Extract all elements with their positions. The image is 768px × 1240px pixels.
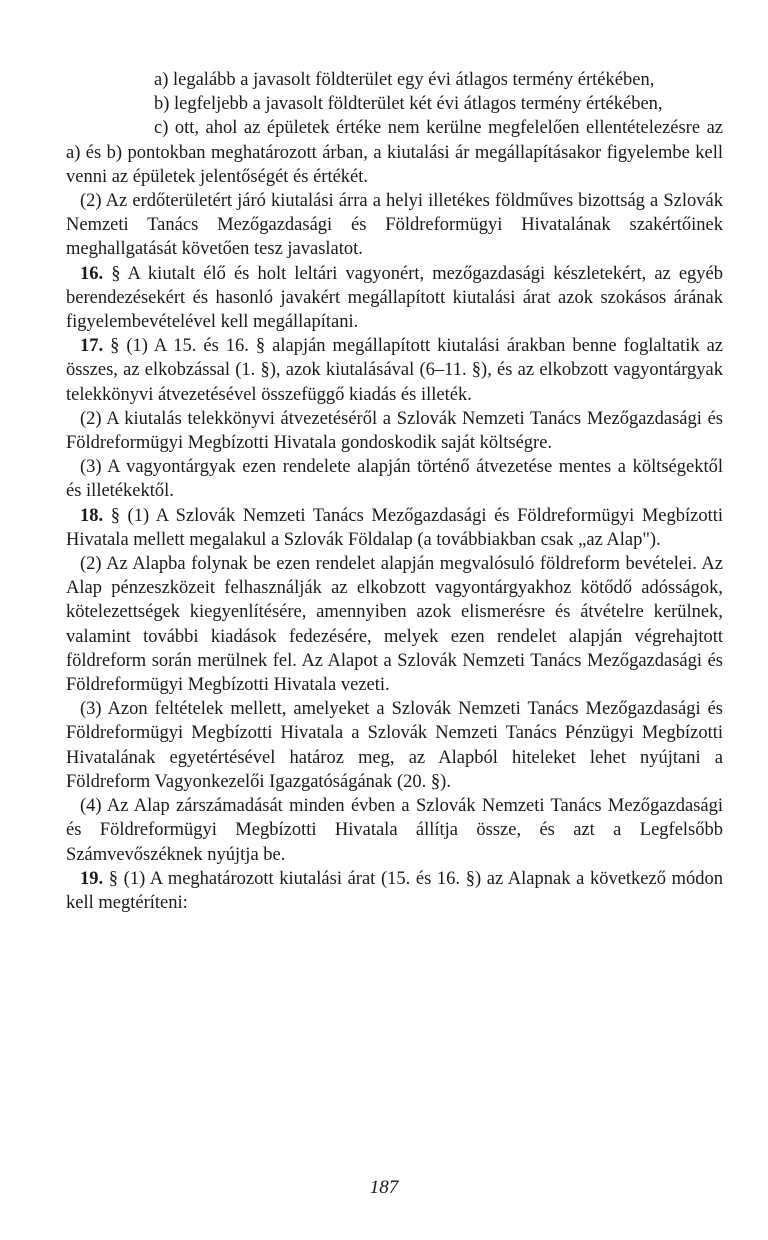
section-17-text: § (1) A 15. és 16. § alapján megállapított kiutalási árakban benne foglaltatik az összes, az elkobzással (1. §), azok kiutalásával (6–11. §), és az elkobzott vagyontárgyak telekkönyvi átvezetésével összefüggő kiadás és illeték.: [66, 336, 723, 405]
item-a: a) legalább a javasolt földterület egy évi átlagos termény értékében,: [154, 70, 655, 90]
section-18-paragraph-4: (4) Az Alap zárszámadását minden évben a Szlovák Nemzeti Tanács Mezőgazdasági és Földreformügyi Megbízotti Hivatala állítja össze, és azt a Legfelsőbb Számvevőszéknek nyújtja be.: [66, 796, 723, 865]
section-18-paragraph-1: [66, 504, 723, 552]
section-17-paragraph-3: (3) A vagyontárgyak ezen rendelete alapján történő átvezetése mentes a költségektől és illetékektől.: [66, 457, 723, 502]
section-19-text: § (1) A meghatározott kiutalási árat (15. és 16. §) az Alapnak a következő módon kell megtéríteni:: [66, 868, 723, 913]
section-16-number: 16.: [80, 263, 104, 284]
section-17-number: 17.: [80, 336, 104, 357]
section-19-number: 19.: [80, 868, 104, 889]
section-15-paragraph-2: (2) Az erdőterületért járó kiutalási árra a helyi illetékes földműves bizottság a Szlovák Nemzeti Tanács Mezőgazdasági és Földreformügyi Hivatalának szakértőinek meghallgatását követően tesz javaslatot.: [66, 191, 723, 260]
section-18-number: 18.: [80, 505, 104, 526]
section-18-paragraph-2: (2) Az Alapba folynak be ezen rendelet alapján megvalósuló földreform bevételei. Az Alap pénzeszközeit felhasználják az elkobzott vagyontárgyakhoz kötődő adósságok, kötelezettségek kiegyenlítésére, amennyiben azok elismerésre és átvételre kerülnek, valamint további kiadások fedezésére, melyek ezen rendelet alapján végrehajtott földreform során merülnek fel. Az Alapot a Szlovák Nemzeti Tanács Mezőgazdasági és Földreformügyi Megbízotti Hivatala vezeti.: [66, 554, 723, 696]
section-16-text: § A kiutalt élő és holt leltári vagyonért, mezőgazdasági készletekért, az egyéb berendezésekért és hasonló javakért megállapított kiutalási árat azok szokásos árának figyelembevételével kell megállapítani.: [66, 263, 723, 333]
section-18-paragraph-3: (3) Azon feltételek mellett, amelyeket a Szlovák Nemzeti Tanács Mezőgazdasági és Földreformügyi Megbízotti Hivatala a Szlovák Nemzeti Tanács Pénzügyi Megbízotti Hivatalának egyetértésével határoz meg, az Alapból hiteleket lehet nyújtani a Földreform Vagyonkezelői Igazgatóságának (20. §).: [66, 699, 723, 792]
item-b: b) legfeljebb a javasolt földterület két évi átlagos termény értékében,: [154, 94, 663, 115]
section-18-text: § (1) A Szlovák Nemzeti Tanács Mezőgazdasági és Földreformügyi Megbízotti Hivatala mellett megalakul a Szlovák Földalap (a továbbiakban csak „az Alap").: [66, 505, 723, 550]
section-17-paragraph-2: (2) A kiutalás telekkönyvi átvezetéséről a Szlovák Nemzeti Tanács Mezőgazdasági és Földreformügyi Megbízotti Hivatala gondoskodik saját költségre.: [66, 408, 723, 454]
document-text: [66, 68, 723, 915]
section-17-paragraph-1: [66, 334, 723, 407]
page-body: [66, 68, 723, 915]
page-number: 187: [369, 1177, 399, 1198]
section-19-paragraph-1: [66, 867, 723, 915]
item-c: c) ott, ahol az épületek értéke nem kerülne megfelelően ellentételezésre az a) és b) pontokban meghatározott árban, a kiutalási ár megállapításakor figyelembe kell venni az épületek jelentőségét és értékét.: [66, 118, 723, 187]
section-16: [66, 262, 723, 335]
